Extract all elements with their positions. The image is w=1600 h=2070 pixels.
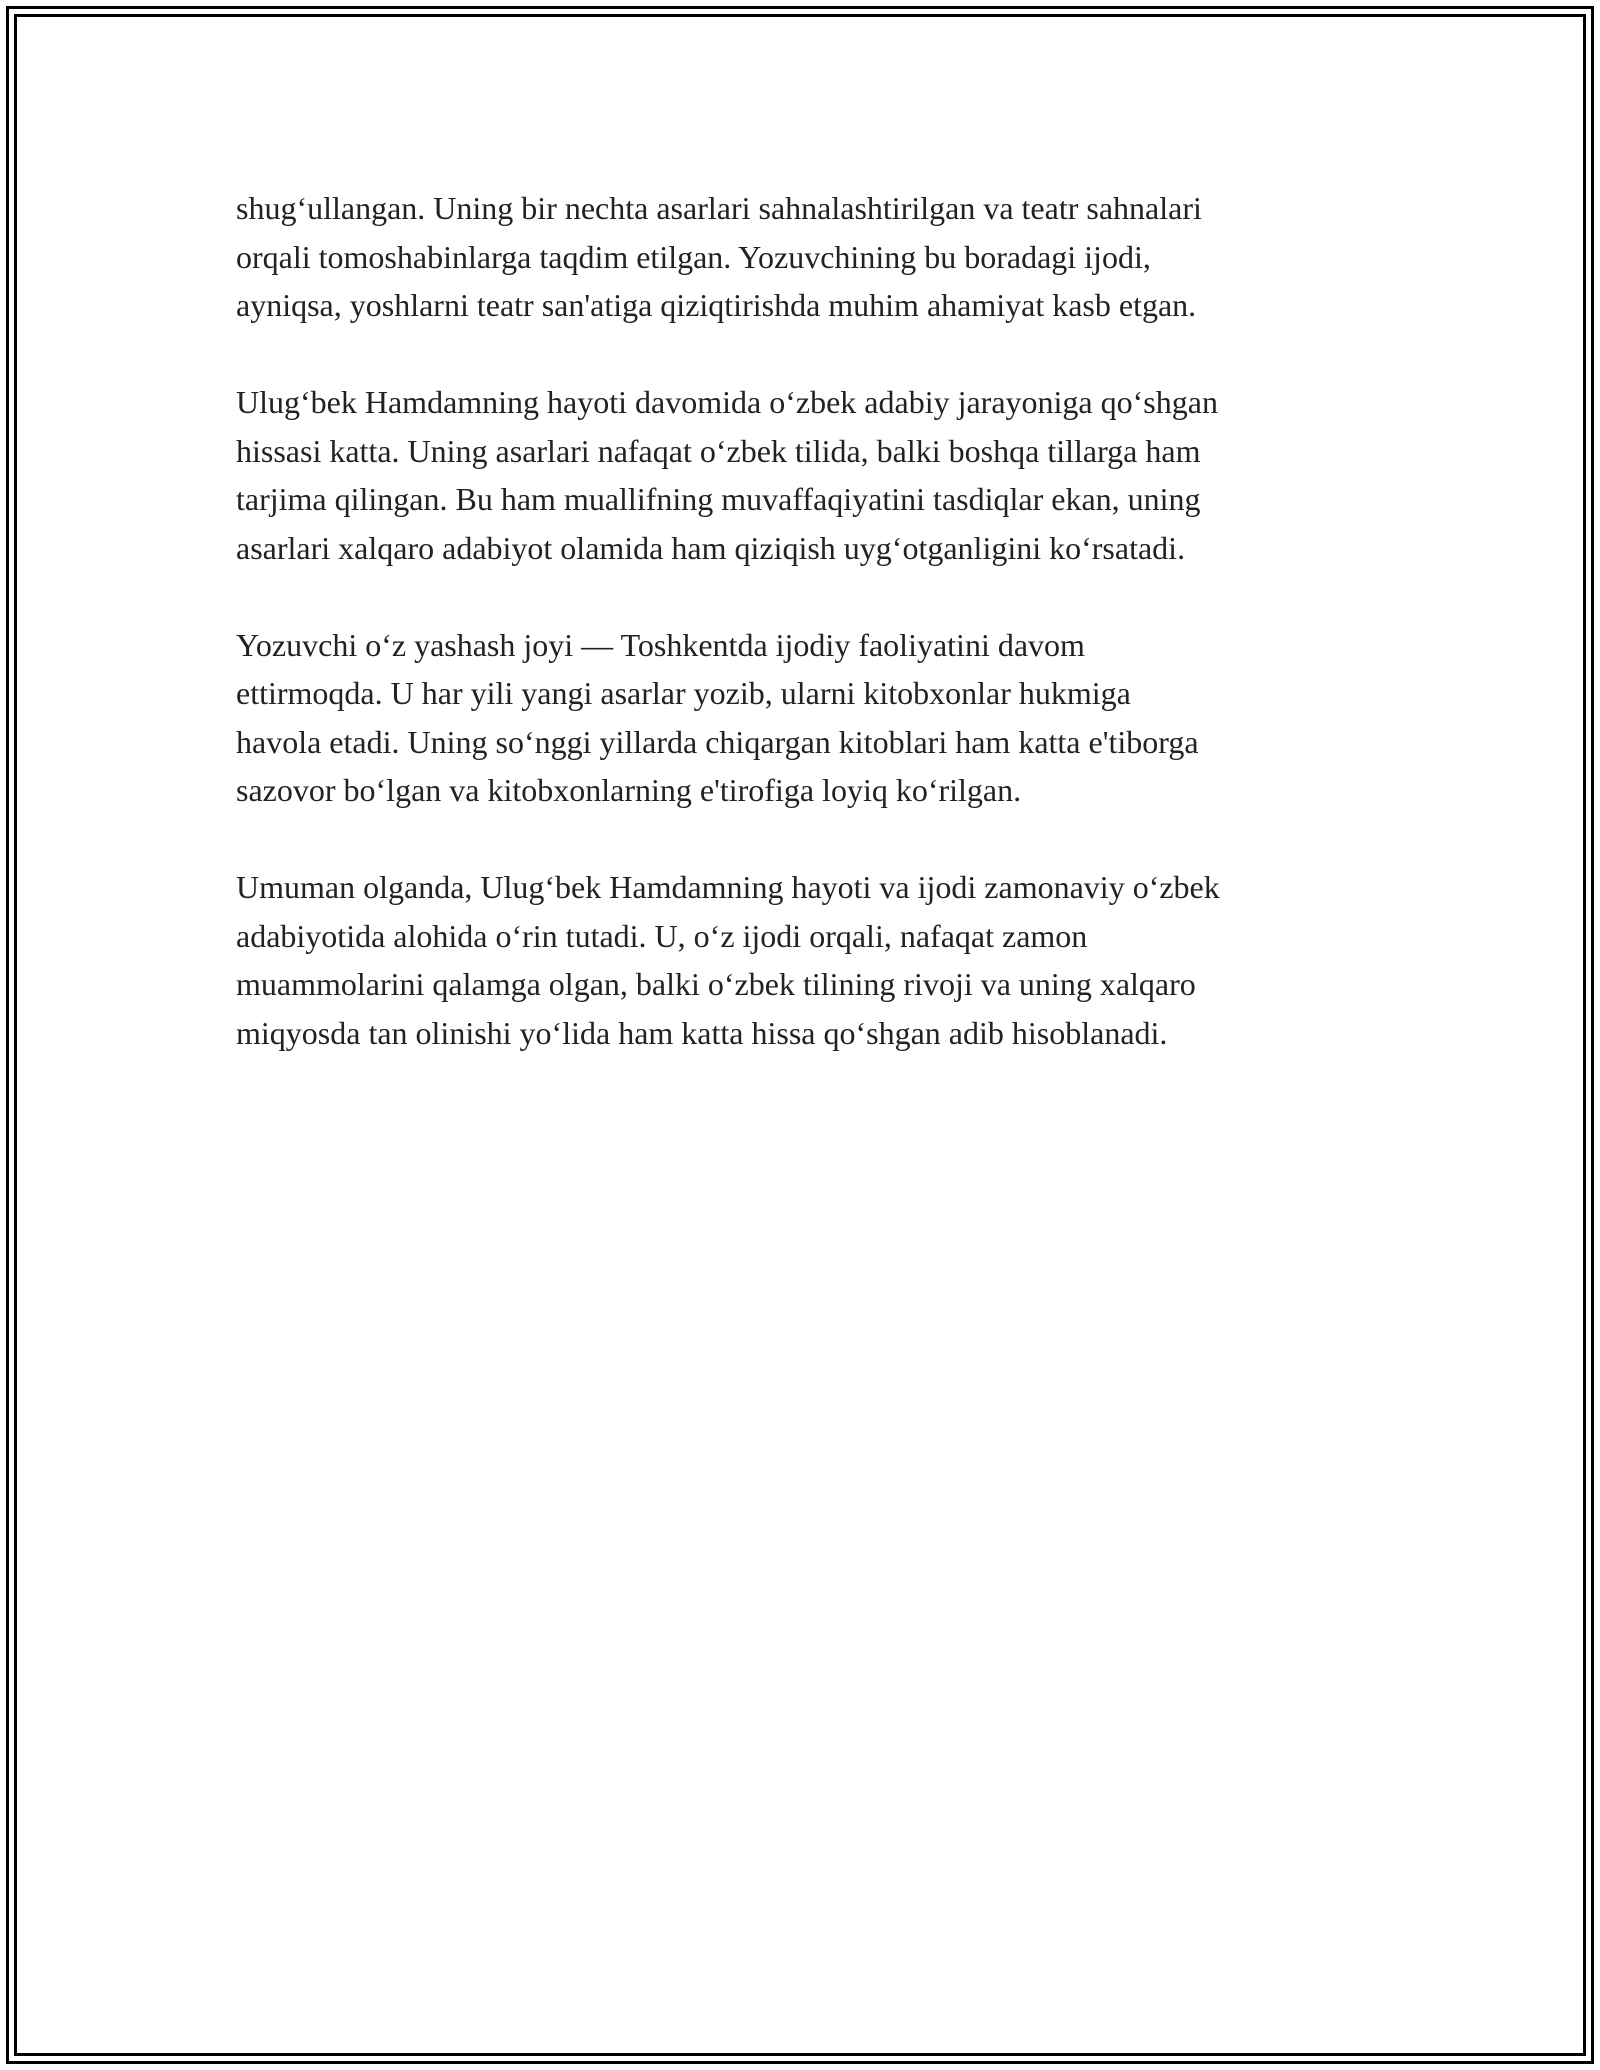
paragraph-3: Yozuvchi o‘z yashash joyi — Toshkentda ijodiy faoliyatini davom ettirmoqda. U har yili yangi asarlar yozib, ularni kitobxonlar hukmiga havola etadi. Uning so‘nggi yillarda chiqargan kitoblari ham katta e'tiborga sazovor bo‘lgan va kitobxonlarning e'tirofiga loyiq ko‘rilgan. <box>236 626 1199 808</box>
paragraph-2: Ulug‘bek Hamdamning hayoti davomida o‘zbek adabiy jarayoniga qo‘shgan hissasi katta. Uning asarlari nafaqat o‘zbek tilida, balki boshqa tillarga ham tarjima qilingan. Bu ham muallifning muvaffaqiyatini tasdiqlar ekan, uning asarlari xalqaro adabiyot olamida ham qiziqish uyg‘otganligini ko‘rsatadi. <box>236 384 1218 566</box>
paragraph-1: shug‘ullangan. Uning bir nechta asarlari sahnalashtirilgan va teatr sahnalari orqali tomoshabinlarga taqdim etilgan. Yozuvchining bu boradagi ijodi, ayniqsa, yoshlarni teatr san'atiga qiziqtirishda muhim ahamiyat kasb etgan. <box>236 190 1202 323</box>
document-body <box>236 184 1376 1106</box>
paragraph-4: Umuman olganda, Ulug‘bek Hamdamning hayoti va ijodi zamonaviy o‘zbek adabiyotida alohida o‘rin tutadi. U, o‘z ijodi orqali, nafaqat zamon muammolarini qalamga olgan, balki o‘zbek tilining rivoji va uning xalqaro miqyosda tan olinishi yo‘lida ham katta hissa qo‘shgan adib hisoblanadi. <box>236 869 1220 1051</box>
